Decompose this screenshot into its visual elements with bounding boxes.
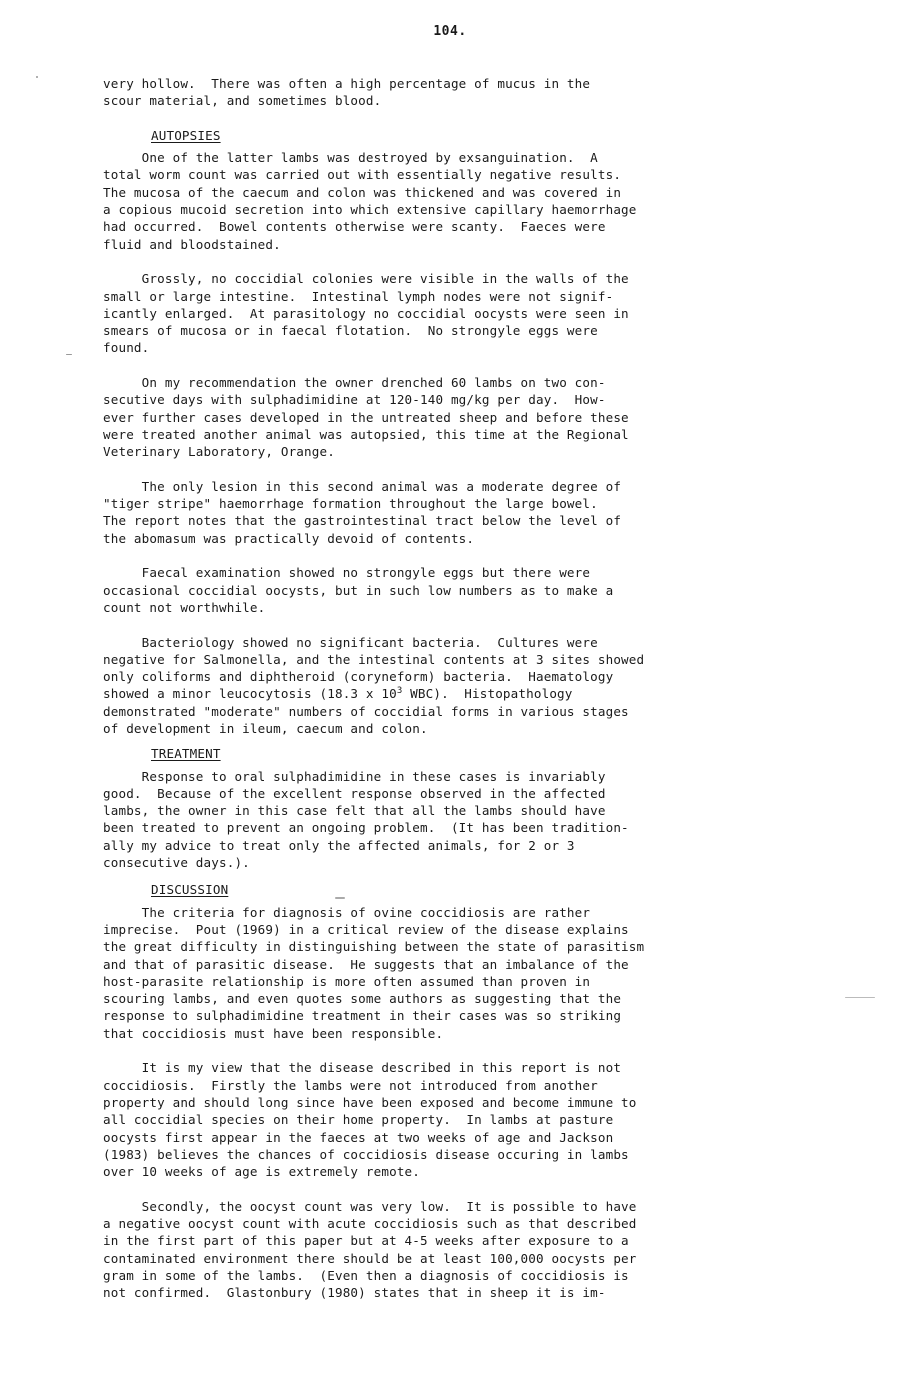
paragraph-secondly [103, 1198, 823, 1302]
text-line: Bacteriology showed no significant bacteria. Cultures were [103, 634, 598, 650]
text-line: icantly enlarged. At parasitology no coccidial oocysts were seen in [103, 305, 629, 321]
text-line: in the first part of this paper but at 4-5 weeks after exposure to a [103, 1233, 629, 1249]
text-line: had occurred. Bowel contents otherwise were scanty. Faeces were [103, 219, 606, 235]
text-line: coccidiosis. Firstly the lambs were not introduced from another [103, 1077, 598, 1093]
text-line: the abomasum was practically devoid of contents. [103, 530, 475, 546]
text-line: and that of parasitic disease. He suggests that an imbalance of the [103, 956, 629, 972]
text-line: count not worthwhile. [103, 599, 266, 615]
paragraph-continued [103, 75, 823, 110]
text-line: secutive days with sulphadimidine at 120-140 mg/kg per day. How- [103, 392, 606, 408]
text-line: "tiger stripe" haemorrhage formation throughout the large bowel. [103, 496, 598, 512]
text-line: contaminated environment there should be at least 100,000 oocysts per [103, 1250, 637, 1266]
text-line: occasional coccidial oocysts, but in such low numbers as to make a [103, 582, 614, 598]
section-heading-discussion [103, 881, 823, 898]
paragraph-faecal-exam [103, 564, 823, 616]
text-line: Secondly, the oocyst count was very low. It is possible to have [103, 1198, 637, 1214]
text-line: gram in some of the lambs. (Even then a diagnosis of coccidiosis is [103, 1267, 629, 1283]
paragraph-my-view [103, 1059, 823, 1180]
paragraph-second-animal [103, 478, 823, 547]
text-line: the great difficulty in distinguishing between the state of parasitism [103, 939, 645, 955]
text-line: scour material, and sometimes blood. [103, 93, 382, 109]
text-line: response to sulphadimidine treatment in their cases was so striking [103, 1008, 622, 1024]
text-line: Veterinary Laboratory, Orange. [103, 444, 335, 460]
heading-text: DISCUSSION [151, 882, 229, 898]
section-heading-autopsies [103, 127, 823, 144]
text-line: The only lesion in this second animal was a moderate degree of [103, 478, 622, 494]
document-body [103, 75, 823, 1319]
paragraph-grossly [103, 270, 823, 356]
text-line: only coliforms and diphtheroid (coryneform) bacteria. Haematology [103, 669, 614, 685]
text-line: not confirmed. Glastonbury (1980) states that in sheep it is im- [103, 1285, 606, 1301]
text-line: The mucosa of the caecum and colon was thickened and was covered in [103, 184, 622, 200]
text-line: a negative oocyst count with acute coccidiosis such as that described [103, 1216, 637, 1231]
text-after-sup: WBC). Histopathology [402, 686, 573, 702]
text-line: all coccidial species on their home property. In lambs at pasture [103, 1112, 614, 1128]
paragraph-bacteriology [103, 634, 823, 738]
text-line: good. Because of the excellent response observed in the affected [103, 785, 606, 801]
text-line: Faecal examination showed no strongyle eggs but there were [103, 565, 591, 581]
text-line: were treated another animal was autopsied, this time at the Regional [103, 426, 629, 442]
text-line: that coccidiosis must have been responsible. [103, 1025, 444, 1041]
paragraph-treatment [103, 768, 823, 872]
scan-speck [36, 76, 38, 78]
text-line: consecutive days.). [103, 855, 250, 871]
paragraph-criteria [103, 904, 823, 1042]
text-line-with-superscript [103, 685, 823, 702]
paragraph-autopsy-first [103, 149, 823, 253]
text-line: total worm count was carried out with essentially negative results. [103, 167, 622, 183]
text-line: One of the latter lambs was destroyed by exsanguination. A [103, 150, 598, 166]
section-heading-treatment [103, 745, 823, 762]
text-before-sup: showed a minor leucocytosis (18.3 x 10 [103, 686, 397, 702]
heading-text: TREATMENT [151, 746, 221, 762]
text-line: The report notes that the gastrointestinal tract below the level of [103, 513, 622, 529]
text-line: property and should long since have been exposed and become immune to [103, 1094, 637, 1110]
text-line: very hollow. There was often a high percentage of mucus in the [103, 76, 591, 91]
text-line: (1983) believes the chances of coccidiosis disease occuring in lambs [103, 1146, 629, 1162]
text-line: scouring lambs, and even quotes some authors as suggesting that the [103, 991, 622, 1007]
text-line: imprecise. Pout (1969) in a critical review of the disease explains [103, 921, 629, 937]
text-line: host-parasite relationship is more often assumed than proven in [103, 973, 591, 989]
text-line: negative for Salmonella, and the intestinal contents at 3 sites showed [103, 651, 645, 667]
text-line: lambs, the owner in this case felt that all the lambs should have [103, 803, 606, 819]
text-line: The criteria for diagnosis of ovine coccidiosis are rather [103, 904, 591, 920]
superscript-exponent: 3 [396, 686, 403, 697]
text-line: demonstrated "moderate" numbers of coccidial forms in various stages [103, 703, 629, 719]
page-number: 104. [433, 24, 467, 39]
scan-speck [335, 897, 345, 899]
paragraph-recommendation [103, 374, 823, 460]
text-line: Response to oral sulphadimidine in these cases is invariably [103, 768, 606, 784]
text-line: ever further cases developed in the untreated sheep and before these [103, 409, 629, 425]
text-line: smears of mucosa or in faecal flotation. No strongyle eggs were [103, 323, 598, 339]
text-line: It is my view that the disease described in this report is not [103, 1060, 622, 1076]
text-line: a copious mucoid secretion into which extensive capillary haemorrhage [103, 202, 637, 218]
scan-speck [845, 997, 875, 998]
text-line: ally my advice to treat only the affected animals, for 2 or 3 [103, 837, 575, 853]
scan-speck [66, 354, 72, 355]
text-line: over 10 weeks of age is extremely remote. [103, 1164, 421, 1180]
text-line: small or large intestine. Intestinal lymph nodes were not signif- [103, 288, 614, 304]
heading-text: AUTOPSIES [151, 127, 221, 143]
text-line: Grossly, no coccidial colonies were visible in the walls of the [103, 271, 629, 287]
text-line: been treated to prevent an ongoing problem. (It has been tradition- [103, 820, 629, 836]
text-line: On my recommendation the owner drenched 60 lambs on two con- [103, 375, 606, 391]
text-line: oocysts first appear in the faeces at two weeks of age and Jackson [103, 1129, 614, 1145]
text-line: of development in ileum, caecum and colon. [103, 720, 428, 736]
text-line: found. [103, 340, 150, 356]
text-line: fluid and bloodstained. [103, 236, 281, 252]
